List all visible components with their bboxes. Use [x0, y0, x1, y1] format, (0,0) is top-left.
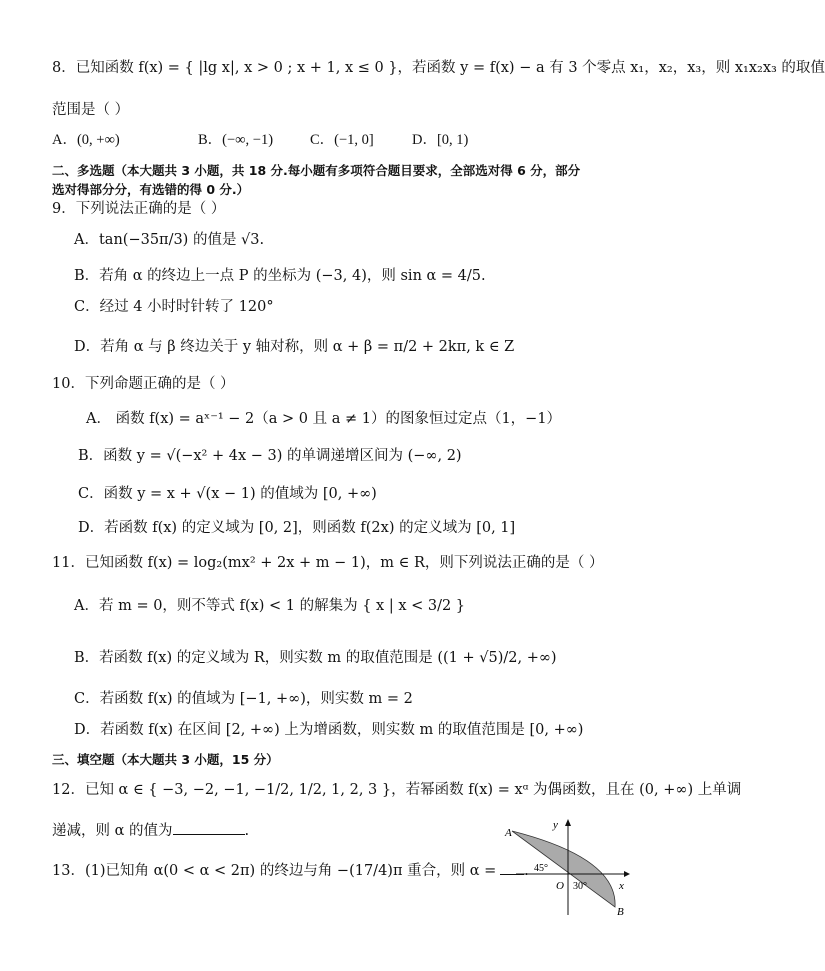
q10-option-d	[78, 518, 515, 538]
q8-option-c	[310, 130, 374, 150]
label-y: y	[553, 819, 558, 831]
q9-option-d	[74, 337, 514, 357]
q9-option-a-text: A．tan(−35π/3) 的值是 √3.	[74, 232, 265, 248]
q11-option-a-text: A．若 m = 0，则不等式 f(x) < 1 的解集为 { x | x < 3/2 }	[74, 598, 466, 614]
q10-option-b	[78, 446, 462, 466]
q8-option-b-text: B．(−∞, −1)	[198, 132, 274, 148]
q8-option-d-text: D．[0, 1)	[412, 132, 469, 148]
x-axis-arrow	[624, 871, 630, 877]
q11-option-c-text: C．若函数 f(x) 的值域为 [−1, +∞)，则实数 m = 2	[74, 691, 413, 707]
label-angle-30: 30°	[573, 881, 587, 892]
q10-option-c-text: C．函数 y = x + √(x − 1) 的值域为 [0, +∞)	[78, 486, 377, 502]
q9-option-b-text: B．若角 α 的终边上一点 P 的坐标为 (−3, 4)，则 sin α = 4/5.	[74, 268, 486, 284]
q8-line1	[52, 58, 825, 78]
q8-option-a	[52, 130, 120, 150]
q9-option-c-text: C．经过 4 小时时针转了 120°	[74, 299, 274, 315]
q12-stem-end: 递减，则 α 的值为	[52, 823, 173, 839]
q8-option-b	[198, 130, 273, 150]
q9-stem: 9．下列说法正确的是（ ）	[52, 201, 226, 217]
q11-option-b	[74, 648, 557, 668]
q11-option-b-text: B．若函数 f(x) 的定义域为 R，则实数 m 的取值范围是 ((1 + √5)/2, +∞)	[74, 650, 557, 666]
q8-stem-end: 范围是（ ）	[52, 102, 130, 118]
section2-heading-line1	[52, 161, 580, 181]
q10-option-a-text: A． 函数 f(x) = aˣ⁻¹ − 2（a > 0 且 a ≠ 1）的图象恒过定点（1，−1）	[86, 411, 562, 427]
q9-option-c	[74, 297, 274, 317]
q10-option-d-text: D．若函数 f(x) 的定义域为 [0, 2]，则函数 f(2x) 的定义域为 [0, 1]	[78, 520, 516, 536]
q12-stem: 12．已知 α ∈ { −3, −2, −1, −1/2, 1/2, 1, 2, 3 }，若幂函数 f(x) = xᵅ 为偶函数，且在 (0, +∞) 上单调	[52, 782, 742, 798]
q10-option-a	[86, 409, 561, 429]
section2-heading-line2	[52, 180, 249, 200]
label-x: x	[619, 880, 624, 892]
q8-option-c-text: C．(−1, 0]	[310, 132, 374, 148]
q11-stem-line	[52, 553, 604, 573]
q9-option-a	[74, 230, 264, 250]
section3-heading-text: 三、填空题（本大题共 3 小题，15 分）	[52, 752, 279, 767]
q8-stem: 8．已知函数 f(x) = { |lg x|, x > 0 ; x + 1, x ≤ 0 }，若函数 y = f(x) − a 有 3 个零点 x₁，x₂，x₃，则 x₁x₂x₃ 的取值	[52, 60, 825, 76]
q11-option-d	[74, 720, 583, 740]
section2-heading-text2: 选对得部分分，有选错的得 0 分.）	[52, 182, 250, 197]
q11-stem: 11．已知函数 f(x) = log₂(mx² + 2x + m − 1)，m ∈ R，则下列说法正确的是（ ）	[52, 555, 604, 571]
q10-option-c	[78, 484, 377, 504]
angle-figure	[500, 814, 638, 918]
q10-stem-line	[52, 374, 235, 394]
label-a: A	[505, 827, 512, 839]
section3-heading	[52, 750, 279, 770]
shaded-sector	[512, 831, 615, 907]
q12-answer-blank	[173, 820, 245, 835]
label-b: B	[617, 906, 624, 918]
label-angle-45: 45°	[534, 863, 548, 874]
q11-option-c	[74, 689, 413, 709]
q11-option-a	[74, 596, 465, 616]
q12-line1	[52, 780, 741, 800]
q10-stem: 10．下列命题正确的是（ ）	[52, 376, 235, 392]
q11-option-d-text: D．若函数 f(x) 在区间 [2, +∞) 上为增函数，则实数 m 的取值范围是 [0, +∞)	[74, 722, 584, 738]
q13-stem: 13．(1)已知角 α(0 < α < 2π) 的终边与角 −(17/4)π 重合，则 α =	[52, 863, 497, 879]
q10-option-b-text: B．函数 y = √(−x² + 4x − 3) 的单调递增区间为 (−∞, 2)	[78, 448, 462, 464]
q8-option-d	[412, 130, 468, 150]
q13-line1: 13．(1)已知角 α(0 < α < 2π) 的终边与角 −(17/4)π 重合，则 α = .	[52, 860, 529, 881]
label-o: O	[556, 880, 564, 892]
q8-line2	[52, 100, 129, 120]
q9-option-d-text: D．若角 α 与 β 终边关于 y 轴对称，则 α + β = π/2 + 2kπ, k ∈ Z	[74, 339, 515, 355]
section2-heading-text1: 二、多选题（本大题共 3 小题，共 18 分.每小题有多项符合题目要求，全部选对得 6 分，部分	[52, 163, 581, 178]
q9-stem-line	[52, 199, 225, 219]
q8-option-a-text: A．(0, +∞)	[52, 132, 120, 148]
q9-option-b	[74, 266, 486, 286]
q12-line2: 递减，则 α 的值为 .	[52, 820, 249, 841]
y-axis-arrow	[565, 819, 571, 826]
